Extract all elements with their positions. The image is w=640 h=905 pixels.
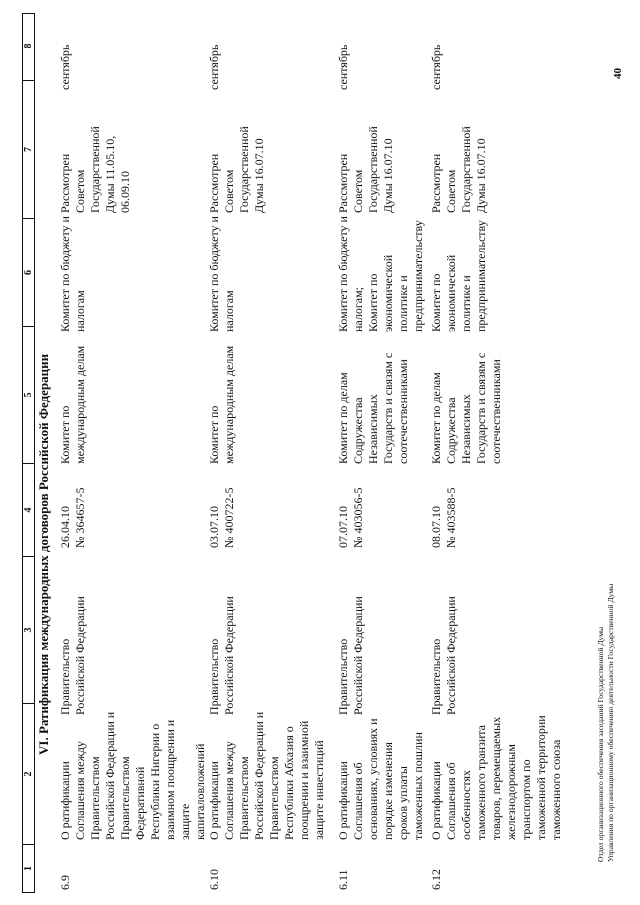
lead-committee: Комитет по международным делам <box>207 345 236 464</box>
status: Рассмотрен Советом Государственной Думы 16.07.10 <box>207 126 266 213</box>
page-number: 40 <box>612 68 624 79</box>
status: Рассмотрен Советом Государственной Думы 16.07.10 <box>336 126 395 213</box>
month: сентябрь <box>429 44 443 90</box>
section-title: VI. Ратификация международных договоров Российской Федерации <box>36 353 51 755</box>
registration: 03.07.10 № 400722-5 <box>207 487 236 548</box>
header-col-6: 6 <box>23 219 34 327</box>
header-col-1: 1 <box>23 866 34 871</box>
month: сентябрь <box>336 44 350 90</box>
registration: 07.07.10 № 403056-5 <box>336 487 365 548</box>
initiator: Правительство Российской Федерации <box>207 596 236 715</box>
registration: 26.04.10 № 364657-5 <box>58 487 87 548</box>
initiator: Правительство Российской Федерации <box>58 596 87 715</box>
status: Рассмотрен Советом Государственной Думы 16.07.10 <box>429 126 488 213</box>
status: Рассмотрен Советом Государственной Думы 11.05.10, 06.09.10 <box>58 126 132 213</box>
bill-title: О ратификации Соглашения между Правительством Российской Федерации и Правительством Республики Абхазия о поощрении и взаимной защите инвестиций <box>207 711 326 840</box>
registration: 08.07.10 № 403588-5 <box>429 487 458 548</box>
header-col-8: 8 <box>23 12 34 81</box>
co-committee: Комитет по бюджету и налогам; Комитет по экономической политике и предпринимательству <box>336 216 425 332</box>
header-col-4: 4 <box>23 464 34 557</box>
bill-title: О ратификации Соглашения об основаниях, условиях и порядке изменения сроков уплаты таможенных пошлин <box>336 718 425 840</box>
co-committee: Комитет по бюджету и налогам <box>207 216 236 332</box>
footer-department: Отдел организационного обеспечения заседаний Государственной Думы Управления по организационному обеспечению деятельности Государственной Думы <box>596 583 615 862</box>
table-header-row <box>22 13 35 893</box>
initiator: Правительство Российской Федерации <box>336 596 365 715</box>
header-col-5: 5 <box>23 327 34 464</box>
lead-committee: Комитет по международным делам <box>58 345 87 464</box>
header-col-7: 7 <box>23 81 34 219</box>
bill-title: О ратификации Соглашения между Правительством Российской Федерации и Правительством Федеративной Республики Нигерии о взаимном поощрении и защите капиталовложений <box>58 711 207 840</box>
initiator: Правительство Российской Федерации <box>429 596 458 715</box>
row-number: 6.12 <box>429 869 443 890</box>
header-col-2: 2 <box>23 704 34 845</box>
header-col-3: 3 <box>23 557 34 704</box>
month: сентябрь <box>58 44 72 90</box>
month: сентябрь <box>207 44 221 90</box>
row-number: 6.10 <box>207 869 221 890</box>
row-number: 6.9 <box>58 875 72 890</box>
lead-committee: Комитет по делам Содружества Независимых Государств и связям с соотечественниками <box>336 352 410 464</box>
row-number: 6.11 <box>336 869 350 890</box>
co-committee: Комитет по экономической политике и предпринимательству <box>429 220 488 332</box>
bill-title: О ратификации Соглашения об особенностях таможенного транзита товаров, перемещаемых железнодорожным транспортом по таможенной территории таможенного союза <box>429 715 563 840</box>
lead-committee: Комитет по делам Содружества Независимых Государств и связям с соотечественниками <box>429 352 503 464</box>
co-committee: Комитет по бюджету и налогам <box>58 216 87 332</box>
